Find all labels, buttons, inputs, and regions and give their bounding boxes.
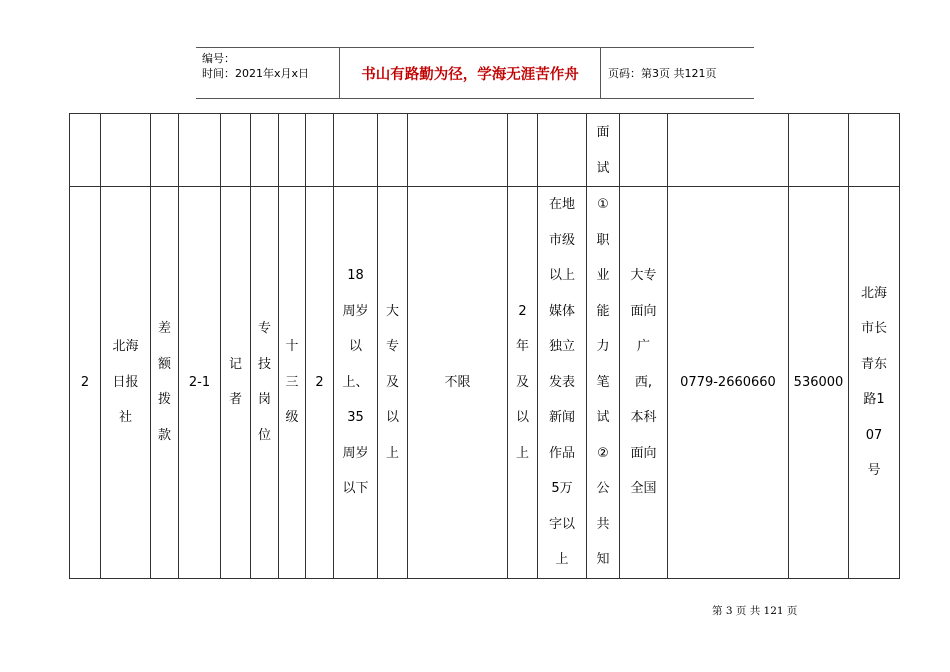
table-cell bbox=[620, 114, 668, 187]
cell-experience: 2年及以上 bbox=[508, 187, 538, 579]
page-footer: 第 3 页 共 121 页 bbox=[712, 605, 798, 617]
table-cell bbox=[279, 114, 306, 187]
cell-age: 18周岁以上、35周岁以下 bbox=[334, 187, 378, 579]
cell-address: 北海市长青东路107号 bbox=[849, 187, 900, 579]
header-time-label: 时间：2021年x月x日 bbox=[202, 67, 310, 80]
table-cell bbox=[408, 114, 508, 187]
page-header bbox=[196, 47, 754, 99]
cell-other-requirement: 在地市级以上媒体独立发表新闻作品5万字以上 bbox=[538, 187, 587, 579]
table-cell bbox=[508, 114, 538, 187]
cell-post-category: 专技岗位 bbox=[251, 187, 279, 579]
cell-postcode: 536000 bbox=[789, 187, 849, 579]
cell-quota: 2 bbox=[306, 187, 334, 579]
table-cell bbox=[179, 114, 221, 187]
table-cell bbox=[378, 114, 408, 187]
header-divider bbox=[600, 48, 601, 98]
cell-unit: 北海日报社 bbox=[101, 187, 151, 579]
cell-post-level: 十三级 bbox=[279, 187, 306, 579]
recruitment-table bbox=[69, 113, 900, 579]
table-cell bbox=[251, 114, 279, 187]
cell-major: 不限 bbox=[408, 187, 508, 579]
table-row bbox=[70, 114, 900, 187]
table-cell bbox=[151, 114, 179, 187]
header-meta bbox=[202, 51, 309, 81]
cell-post-code: 2-1 bbox=[179, 187, 221, 579]
table-row bbox=[70, 187, 900, 579]
cell-phone: 0779-2660660 bbox=[668, 187, 789, 579]
table-cell bbox=[101, 114, 151, 187]
table-cell bbox=[306, 114, 334, 187]
cell-funding: 差额拨款 bbox=[151, 187, 179, 579]
header-page-label: 页码：第3页 共121页 bbox=[608, 67, 717, 80]
cell-exam-method-tail: 面试 bbox=[587, 114, 620, 187]
table-cell bbox=[668, 114, 789, 187]
header-motto: 书山有路勤为径，学海无涯苦作舟 bbox=[361, 66, 579, 83]
table-cell bbox=[334, 114, 378, 187]
table-cell bbox=[221, 114, 251, 187]
cell-seq: 2 bbox=[70, 187, 101, 579]
cell-post-name: 记者 bbox=[221, 187, 251, 579]
table-cell bbox=[538, 114, 587, 187]
header-number-label: 编号： bbox=[202, 52, 235, 65]
cell-recruit-scope: 大专面向广西,本科面向全国 bbox=[620, 187, 668, 579]
cell-education: 大专及以上 bbox=[378, 187, 408, 579]
table-cell bbox=[849, 114, 900, 187]
table-cell bbox=[789, 114, 849, 187]
cell-exam-method: ①职业能力笔试②公共知 bbox=[587, 187, 620, 579]
table-cell bbox=[70, 114, 101, 187]
